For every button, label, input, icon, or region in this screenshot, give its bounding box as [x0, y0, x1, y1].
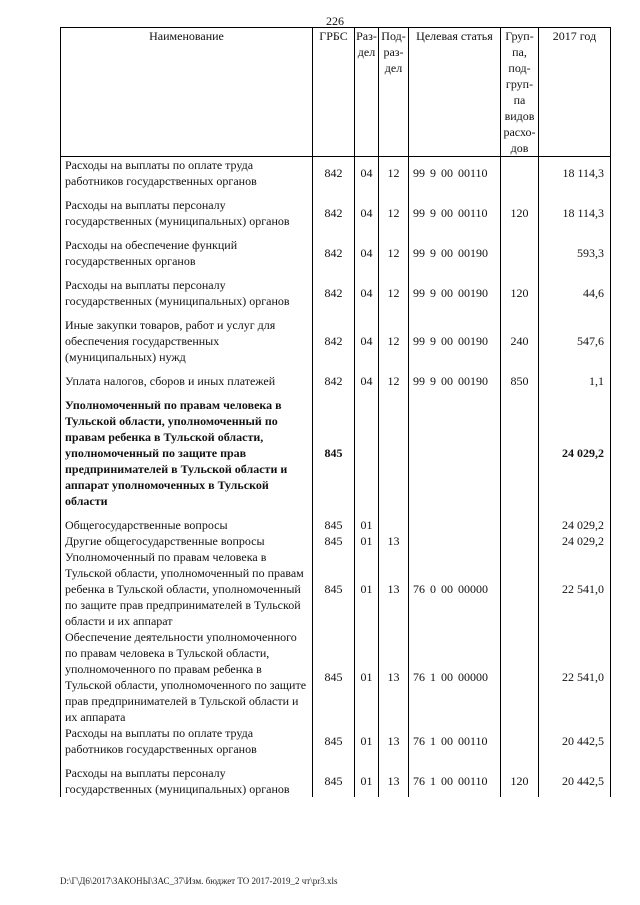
cell-name: Обеспечение деятельности уполномоченного по правам человека в Тульской области, уполномоченного по правам ребенка в Тульской области, уполномоченного по защите прав предпринимателей в Тульской области и их аппарата [61, 629, 313, 725]
header-grbs: ГРБС [313, 28, 355, 157]
cell-subsection: 12 [379, 157, 409, 190]
spacer-cell [61, 509, 313, 517]
cell-amount: 24 029,2 [539, 397, 611, 509]
cell-group [501, 517, 539, 533]
cell-group [501, 533, 539, 549]
spacer-cell [379, 509, 409, 517]
spacer-cell [313, 389, 355, 397]
spacer-cell [313, 365, 355, 373]
cell-target: 99 9 00 00190 [409, 373, 501, 389]
header-group: Груп-па, под-груп-па видов расхо-дов [501, 28, 539, 157]
header-year: 2017 год [539, 28, 611, 157]
spacer-cell [501, 309, 539, 317]
table-row [61, 237, 611, 269]
cell-subsection: 12 [379, 317, 409, 365]
cell-group: 120 [501, 197, 539, 229]
cell-subsection: 13 [379, 549, 409, 629]
cell-grbs: 845 [313, 549, 355, 629]
spacer-cell [539, 189, 611, 197]
cell-subsection: 12 [379, 277, 409, 309]
cell-grbs: 845 [313, 725, 355, 757]
table-row [61, 725, 611, 757]
cell-grbs: 845 [313, 397, 355, 509]
cell-subsection: 13 [379, 629, 409, 725]
cell-amount: 24 029,2 [539, 517, 611, 533]
cell-grbs: 845 [313, 765, 355, 797]
spacer-cell [501, 757, 539, 765]
spacer-cell [61, 365, 313, 373]
spacer-cell [539, 757, 611, 765]
spacer-cell [61, 309, 313, 317]
cell-target: 99 9 00 00190 [409, 277, 501, 309]
cell-amount: 18 114,3 [539, 157, 611, 190]
table-row [61, 765, 611, 797]
cell-subsection [379, 397, 409, 509]
row-spacer [61, 509, 611, 517]
row-spacer [61, 189, 611, 197]
spacer-cell [409, 229, 501, 237]
spacer-cell [409, 389, 501, 397]
cell-group [501, 629, 539, 725]
cell-grbs: 842 [313, 317, 355, 365]
cell-section: 01 [355, 725, 379, 757]
spacer-cell [379, 229, 409, 237]
cell-target [409, 517, 501, 533]
cell-grbs: 845 [313, 533, 355, 549]
cell-subsection: 13 [379, 533, 409, 549]
cell-group: 120 [501, 765, 539, 797]
table-row [61, 157, 611, 190]
cell-amount: 547,6 [539, 317, 611, 365]
spacer-cell [355, 389, 379, 397]
cell-grbs: 845 [313, 629, 355, 725]
cell-section: 04 [355, 373, 379, 389]
cell-name: Уплата налогов, сборов и иных платежей [61, 373, 313, 389]
spacer-cell [539, 229, 611, 237]
spacer-cell [409, 757, 501, 765]
spacer-cell [501, 189, 539, 197]
file-path-footer: D:\Г\Д6\2017\ЗАКОНЫ\ЗАС_37\Изм. бюджет ТО 2017-2019_2 чт\pr3.xls [60, 876, 338, 886]
spacer-cell [61, 389, 313, 397]
spacer-cell [539, 509, 611, 517]
cell-subsection: 12 [379, 197, 409, 229]
cell-target: 99 9 00 00110 [409, 197, 501, 229]
spacer-cell [379, 269, 409, 277]
cell-subsection: 12 [379, 237, 409, 269]
cell-target: 76 1 00 00000 [409, 629, 501, 725]
spacer-cell [409, 365, 501, 373]
spacer-cell [409, 189, 501, 197]
table-row [61, 373, 611, 389]
cell-section: 04 [355, 197, 379, 229]
spacer-cell [539, 269, 611, 277]
spacer-cell [61, 189, 313, 197]
cell-subsection: 12 [379, 373, 409, 389]
cell-target: 99 9 00 00190 [409, 317, 501, 365]
cell-name: Уполномоченный по правам человека в Тульской области, уполномоченный по правам ребенка в Тульской области, уполномоченный по защите прав предпринимателей в Тульской области и аппарат уполномоченных в Тульской области [61, 397, 313, 509]
spacer-cell [539, 389, 611, 397]
spacer-cell [61, 269, 313, 277]
cell-subsection: 13 [379, 765, 409, 797]
table-row [61, 197, 611, 229]
table-row [61, 533, 611, 549]
table-row [61, 517, 611, 533]
cell-grbs: 842 [313, 157, 355, 190]
cell-group [501, 237, 539, 269]
spacer-cell [501, 365, 539, 373]
cell-grbs: 842 [313, 277, 355, 309]
row-spacer [61, 269, 611, 277]
cell-section: 04 [355, 237, 379, 269]
spacer-cell [61, 757, 313, 765]
spacer-cell [379, 365, 409, 373]
row-spacer [61, 757, 611, 765]
cell-target: 99 9 00 00110 [409, 157, 501, 190]
spacer-cell [409, 509, 501, 517]
cell-section: 01 [355, 549, 379, 629]
cell-section: 04 [355, 277, 379, 309]
cell-grbs: 842 [313, 373, 355, 389]
cell-name: Расходы на выплаты по оплате труда работников государственных органов [61, 157, 313, 190]
budget-table [60, 27, 611, 797]
cell-section: 01 [355, 533, 379, 549]
header-section: Раз-дел [355, 28, 379, 157]
cell-name: Расходы на выплаты персоналу государственных (муниципальных) органов [61, 277, 313, 309]
spacer-cell [379, 757, 409, 765]
cell-amount: 44,6 [539, 277, 611, 309]
table-row [61, 397, 611, 509]
spacer-cell [539, 365, 611, 373]
row-spacer [61, 309, 611, 317]
table-row [61, 549, 611, 629]
spacer-cell [355, 309, 379, 317]
cell-amount: 20 442,5 [539, 725, 611, 757]
cell-section: 01 [355, 629, 379, 725]
cell-name: Расходы на выплаты персоналу государственных (муниципальных) органов [61, 197, 313, 229]
cell-name: Иные закупки товаров, работ и услуг для обеспечения государственных (муниципальных) нужд [61, 317, 313, 365]
table-row [61, 629, 611, 725]
spacer-cell [501, 229, 539, 237]
table-body [61, 157, 611, 798]
spacer-cell [313, 269, 355, 277]
cell-grbs: 842 [313, 237, 355, 269]
cell-target [409, 533, 501, 549]
cell-section [355, 397, 379, 509]
spacer-cell [379, 389, 409, 397]
header-target: Целевая статья [409, 28, 501, 157]
spacer-cell [379, 189, 409, 197]
cell-section: 01 [355, 517, 379, 533]
cell-target [409, 397, 501, 509]
cell-group [501, 397, 539, 509]
cell-group [501, 549, 539, 629]
cell-group: 120 [501, 277, 539, 309]
spacer-cell [313, 229, 355, 237]
spacer-cell [539, 309, 611, 317]
row-spacer [61, 389, 611, 397]
cell-section: 04 [355, 317, 379, 365]
spacer-cell [501, 269, 539, 277]
spacer-cell [355, 229, 379, 237]
cell-name: Расходы на обеспечение функций государственных органов [61, 237, 313, 269]
cell-name: Другие общегосударственные вопросы [61, 533, 313, 549]
cell-subsection: 13 [379, 725, 409, 757]
spacer-cell [355, 757, 379, 765]
table-row [61, 317, 611, 365]
spacer-cell [61, 229, 313, 237]
cell-amount: 22 541,0 [539, 629, 611, 725]
cell-grbs: 842 [313, 197, 355, 229]
header-name: Наименование [61, 28, 313, 157]
spacer-cell [501, 389, 539, 397]
cell-group: 850 [501, 373, 539, 389]
cell-grbs: 845 [313, 517, 355, 533]
cell-target: 99 9 00 00190 [409, 237, 501, 269]
spacer-cell [379, 309, 409, 317]
header-subsection: Под-раз-дел [379, 28, 409, 157]
spacer-cell [409, 309, 501, 317]
spacer-cell [355, 189, 379, 197]
cell-group: 240 [501, 317, 539, 365]
page-number: 226 [326, 14, 344, 28]
cell-target: 76 0 00 00000 [409, 549, 501, 629]
spacer-cell [355, 269, 379, 277]
cell-section: 04 [355, 157, 379, 190]
cell-section: 01 [355, 765, 379, 797]
cell-amount: 593,3 [539, 237, 611, 269]
cell-amount: 24 029,2 [539, 533, 611, 549]
cell-amount: 1,1 [539, 373, 611, 389]
cell-target: 76 1 00 00110 [409, 765, 501, 797]
spacer-cell [313, 757, 355, 765]
spacer-cell [409, 269, 501, 277]
cell-amount: 18 114,3 [539, 197, 611, 229]
cell-group [501, 157, 539, 190]
cell-name: Расходы на выплаты персоналу государственных (муниципальных) органов [61, 765, 313, 797]
spacer-cell [501, 509, 539, 517]
spacer-cell [355, 509, 379, 517]
row-spacer [61, 365, 611, 373]
cell-amount: 20 442,5 [539, 765, 611, 797]
spacer-cell [313, 509, 355, 517]
spacer-cell [313, 309, 355, 317]
row-spacer [61, 229, 611, 237]
spacer-cell [355, 365, 379, 373]
cell-target: 76 1 00 00110 [409, 725, 501, 757]
cell-subsection [379, 517, 409, 533]
table-header-row [61, 28, 611, 157]
cell-name: Общегосударственные вопросы [61, 517, 313, 533]
spacer-cell [313, 189, 355, 197]
cell-amount: 22 541,0 [539, 549, 611, 629]
cell-name: Расходы на выплаты по оплате труда работников государственных органов [61, 725, 313, 757]
cell-name: Уполномоченный по правам человека в Тульской области, уполномоченный по правам ребенка в Тульской области, уполномоченный по защите прав предпринимателей в Тульской области и их аппарат [61, 549, 313, 629]
table-row [61, 277, 611, 309]
cell-group [501, 725, 539, 757]
